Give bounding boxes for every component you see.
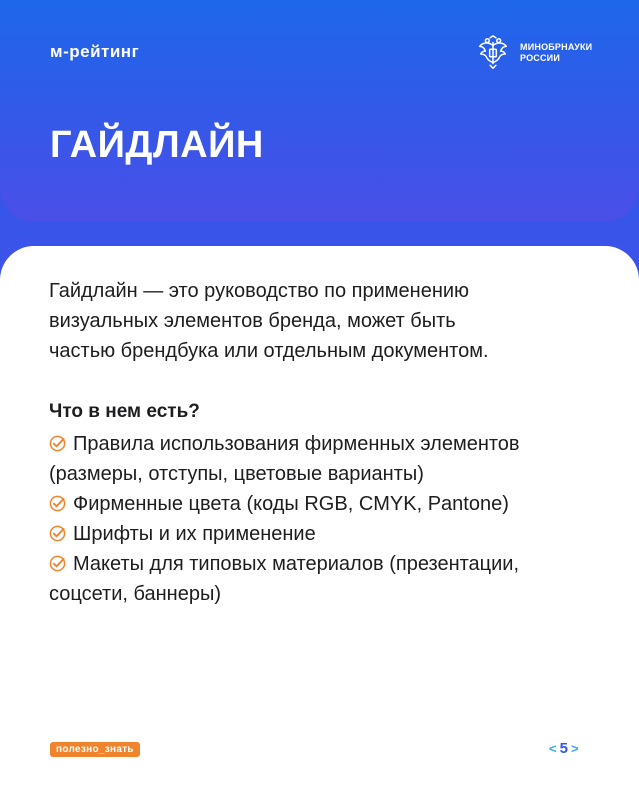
list-item-text: Фирменные цвета (коды RGB, CMYK, Pantone) bbox=[73, 493, 509, 515]
feature-checklist bbox=[49, 429, 619, 609]
page-indicator bbox=[549, 740, 579, 757]
list-item bbox=[49, 519, 619, 549]
list-item bbox=[49, 549, 619, 609]
page-title: ГАЙДЛАЙН bbox=[50, 124, 264, 166]
list-item-line: (размеры, отступы, цветовые варианты) bbox=[49, 463, 424, 485]
checkmark-circle-icon bbox=[49, 495, 66, 512]
intro-line: Гайдлайн — это руководство по применению bbox=[49, 280, 470, 302]
double-headed-eagle-icon bbox=[474, 34, 512, 72]
ministry-name-line2: РОССИИ bbox=[520, 53, 561, 63]
checkmark-circle-icon bbox=[49, 555, 66, 572]
list-item-line bbox=[49, 489, 619, 519]
intro-paragraph bbox=[49, 276, 609, 366]
list-item bbox=[49, 489, 619, 519]
section-heading: Что в нем есть? bbox=[49, 401, 200, 422]
list-item-text: Шрифты и их применение bbox=[73, 523, 316, 545]
list-item-text: Правила использования фирменных элементов bbox=[73, 433, 520, 455]
brand-logo: м-рейтинг bbox=[50, 42, 140, 61]
ministry-name bbox=[520, 42, 592, 64]
list-item-line: соцсети, баннеры) bbox=[49, 583, 221, 605]
ministry-name-line1: МИНОБРНАУКИ bbox=[520, 42, 593, 52]
header-panel bbox=[0, 0, 639, 222]
checkmark-circle-icon bbox=[49, 525, 66, 542]
hashtag-badge: полезно_знать bbox=[50, 742, 140, 757]
intro-line: частью брендбука или отдельным документом. bbox=[49, 340, 489, 362]
list-item bbox=[49, 429, 619, 489]
page-number: 5 bbox=[559, 740, 568, 757]
list-item-line bbox=[49, 519, 619, 549]
intro-line: визуальных элементов бренда, может быть bbox=[49, 310, 456, 332]
chevron-left-icon: < bbox=[549, 741, 557, 756]
list-item-line bbox=[49, 429, 619, 459]
ministry-logo bbox=[474, 34, 592, 72]
list-item-line bbox=[49, 549, 619, 579]
checkmark-circle-icon bbox=[49, 435, 66, 452]
list-item-text: Макеты для типовых материалов (презентации, bbox=[73, 553, 520, 575]
content-card bbox=[0, 246, 639, 800]
chevron-right-icon: > bbox=[570, 741, 579, 756]
